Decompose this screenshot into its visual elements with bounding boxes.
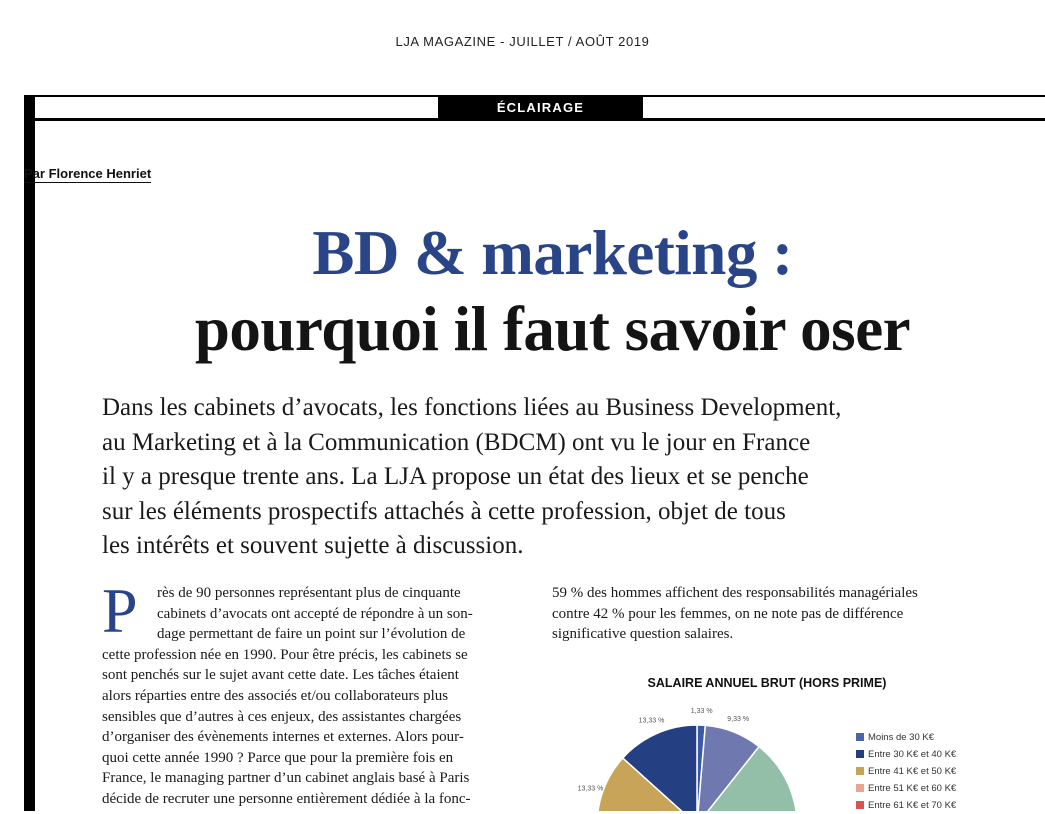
lead-line: Dans les cabinets d’avocats, les fonctions liées au Business Development, xyxy=(102,394,842,421)
legend-label: Moins de 30 K€ xyxy=(868,732,935,743)
legend-swatch xyxy=(856,784,864,792)
body-column-2 xyxy=(552,583,982,645)
pie-data-label: 13,33 % xyxy=(638,717,665,725)
legend-label: Entre 51 K€ et 60 K€ xyxy=(868,783,957,794)
legend-item xyxy=(856,729,1036,746)
body-column-1 xyxy=(102,575,526,810)
pie-data-label: 13,33 % xyxy=(577,785,604,793)
legend-item xyxy=(856,746,1036,763)
body-line: d’organiser des évènements internes et externes. Alors pour- xyxy=(102,729,464,746)
magazine-header: LJA MAGAZINE - JUILLET / AOÛT 2019 xyxy=(395,34,650,49)
body-line: sensibles que d’autres à ces enjeux, des assistantes chargées xyxy=(102,708,462,725)
byline: Par Florence Henriet xyxy=(24,166,152,181)
body-line: contre 42 % pour les femmes, on ne note pas de différence xyxy=(552,605,904,622)
lead-line: il y a presque trente ans. La LJA propose un état des lieux et se penche xyxy=(102,463,809,490)
section-rule xyxy=(24,118,1045,121)
body-line: sont penchés sur le sujet avant cette date. Les tâches étaient xyxy=(102,667,459,684)
lead-line: au Marketing et à la Communication (BDCM) ont vu le jour en France xyxy=(102,428,811,456)
lead-line: les intérêts et souvent sujette à discussion. xyxy=(102,532,524,559)
pie-data-label: 9,33 % xyxy=(727,715,750,723)
headline-line-2: pourquoi il faut savoir oser xyxy=(194,294,911,364)
legend-item xyxy=(856,780,1036,797)
legend-item xyxy=(856,763,1036,780)
body-line: 59 % des hommes affichent des responsabilités managériales xyxy=(552,585,918,601)
body-line: décide de recruter une personne entièrement dédiée à la fonc- xyxy=(102,790,471,807)
body-line: cabinets d’avocats ont accepté de répondre à un son- xyxy=(157,605,473,622)
chart-title: SALAIRE ANNUEL BRUT (HORS PRIME) xyxy=(647,676,887,690)
body-line: quoi cette année 1990 ? Parce que pour la première fois en xyxy=(102,749,454,766)
drop-cap: P xyxy=(102,575,138,646)
legend-swatch xyxy=(856,733,864,741)
pie-data-label: 1,33 % xyxy=(690,708,713,716)
headline-line-1: BD & marketing : xyxy=(312,218,793,288)
legend-swatch xyxy=(856,801,864,809)
legend-item xyxy=(856,797,1036,814)
body-line: alors réparties entre des associés et/ou collaborateurs plus xyxy=(102,687,449,704)
chart-legend xyxy=(856,729,1036,814)
legend-label: Entre 30 K€ et 40 K€ xyxy=(868,749,957,760)
legend-label: Entre 61 K€ et 70 K€ xyxy=(868,800,957,811)
left-margin-bar xyxy=(24,95,35,811)
section-label: ÉCLAIRAGE xyxy=(438,97,643,118)
legend-swatch xyxy=(856,767,864,775)
body-line: France, le managing partner d’un cabinet anglais basé à Paris xyxy=(102,770,470,787)
body-line: significative question salaires. xyxy=(552,626,734,643)
lead-line: sur les éléments prospectifs attachés à cette profession, objet de tous xyxy=(102,497,786,525)
salary-pie-chart xyxy=(540,700,880,811)
body-line: dage permettant de faire un point sur l’évolution de xyxy=(157,626,466,643)
body-line: rès de 90 personnes représentant plus de cinquante xyxy=(157,585,461,601)
legend-swatch xyxy=(856,750,864,758)
lead-paragraph xyxy=(102,391,962,564)
body-line: cette profession née en 1990. Pour être précis, les cabinets se xyxy=(102,646,468,663)
legend-label: Entre 41 K€ et 50 K€ xyxy=(868,766,957,777)
